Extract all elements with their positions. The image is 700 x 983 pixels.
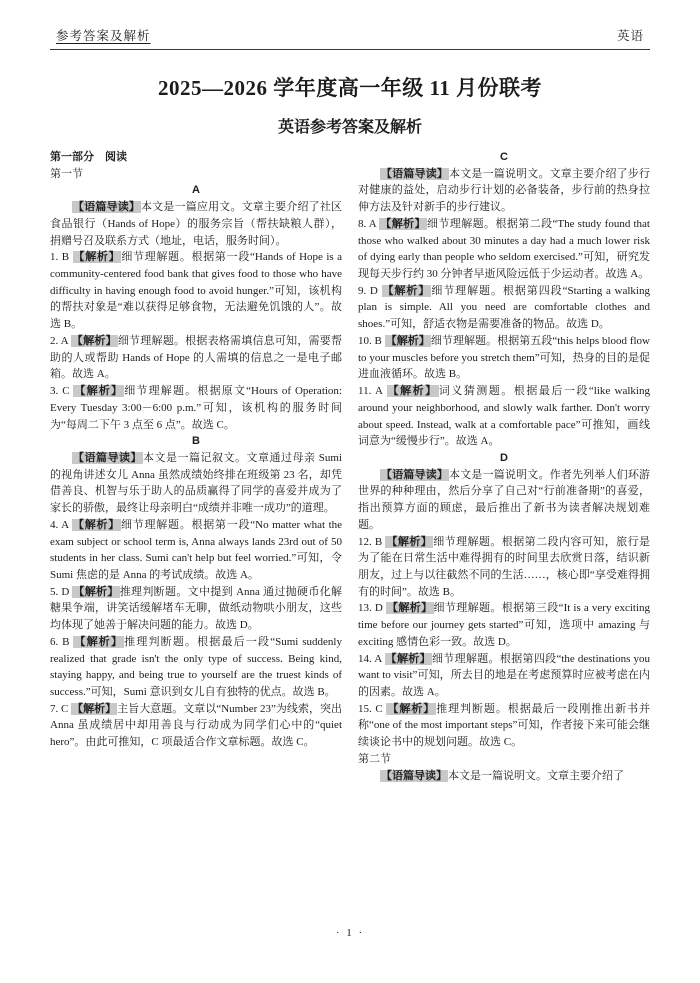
analysis-tag: 【解析】	[387, 702, 436, 715]
answers-columns	[50, 149, 650, 784]
passage-intro	[358, 768, 650, 785]
analysis-tag: 【解析】	[380, 217, 426, 230]
question-number-answer: 3. C	[50, 385, 74, 398]
question-number-answer: 14. A	[358, 652, 385, 665]
answer-item	[50, 249, 342, 333]
passage-guide-tag: 【语篇导读】	[381, 468, 449, 481]
block-text: D	[500, 451, 508, 464]
block-text: 细节理解题。根据第四段“the destinations you want to visit”可知，所去目的地是在考虑预算时应被考虑在内的因素。故选 A。	[358, 652, 651, 698]
answer-item	[50, 701, 342, 751]
answer-item	[358, 216, 650, 283]
question-number-answer: 6. B	[50, 635, 74, 648]
analysis-tag: 【解析】	[387, 385, 438, 398]
analysis-tag: 【解析】	[385, 334, 430, 347]
block-text: 本文是一篇说明文。文章主要介绍了	[448, 769, 624, 782]
block-text: 推理判断题。根据最后一段刚推出新书并称“one of the most important steps”可知，作者接下来可能会继续谈论书中的规划问题。故选 C。	[358, 702, 651, 749]
analysis-tag: 【解析】	[382, 284, 431, 297]
passage-letter	[358, 149, 650, 166]
section-heading	[50, 166, 342, 183]
question-number-answer: 15. C	[358, 702, 387, 715]
answer-item	[358, 701, 650, 751]
column-1	[50, 149, 342, 784]
answer-item	[50, 634, 342, 701]
block-text: C	[500, 151, 508, 163]
passage-guide-tag: 【语篇导读】	[381, 167, 449, 180]
question-number-answer: 4. A	[50, 518, 72, 531]
header-right-subject: 英语	[616, 29, 644, 43]
question-number-answer: 9. D	[358, 284, 382, 297]
passage-intro	[50, 199, 342, 249]
analysis-tag: 【解析】	[385, 652, 431, 665]
passage-guide-tag: 【语篇导读】	[381, 769, 447, 782]
analysis-tag: 【解析】	[386, 535, 433, 548]
block-text: 细节理解题。根据表格需填信息可知，需要帮助的人或帮助 Hands of Hope 的人需填的信息之一是电子邮箱。故选 A。	[50, 334, 343, 381]
answer-item	[358, 651, 650, 701]
passage-intro	[358, 467, 650, 534]
block-text: 本文是一篇说明文。文章主要介绍了步行对健康的益处，启动步行计划的必备装备，步行前的热身拉伸方法及针对新手的步行建议。	[358, 167, 651, 214]
analysis-tag: 【解析】	[74, 635, 124, 648]
analysis-tag: 【解析】	[72, 702, 117, 715]
block-text: 细节理解题。根据原文“Hours of Operation: Every Tuesday 3:00－6:00 p.m.”可知，该机构的服务时间为“每周二下午 3 点至 6 点”。故选 C。	[50, 385, 342, 431]
block-text: 细节理解题。根据第二段内容可知，旅行是为了能在日常生活中难得拥有的时间里去欣赏日落，结识新朋友，过上与以往截然不同的生活……，核心即“享受难得拥有的时间”。故选 B。	[358, 535, 651, 598]
column-2	[358, 149, 650, 784]
analysis-tag: 【解析】	[71, 334, 117, 347]
question-number-answer: 7. C	[50, 702, 72, 715]
passage-letter	[50, 182, 342, 199]
block-text: 第一部分 阅读	[50, 151, 127, 163]
passage-guide-tag: 【语篇导读】	[73, 201, 141, 214]
answer-item	[50, 333, 342, 383]
answer-item	[358, 534, 650, 601]
question-number-answer: 12. B	[358, 535, 386, 548]
block-text: 细节理解题。根据第四段“Starting a walking plan is simple. All you need are comfortable clothes and shoes.”可知，舒适衣物是需要准备的物品。故选 D。	[358, 284, 650, 331]
answer-item	[50, 584, 342, 634]
answers-subtitle: 英语参考答案及解析	[277, 119, 422, 136]
block-text: 推理判断题。根据最后一段“Sumi suddenly realized that grade isn't the only type of success. Being kind, staying happy, and being true to yourself are the truest kinds of success.”可知，Sumi 意识到女儿自有独特的优点。故选 B。	[50, 635, 342, 698]
block-text: 主旨大意题。文章以“Number 23”为线索，突出 Anna 虽成绩居中却用善良与行动成为同学们心中的“quiet hero”。由此可推知，C 项最适合作文章标题。故选 C。	[50, 702, 342, 749]
passage-letter	[358, 450, 650, 467]
question-number-answer: 5. D	[50, 585, 73, 598]
question-number-answer: 11. A	[358, 385, 387, 398]
passage-letter	[50, 433, 342, 450]
answer-item	[50, 517, 342, 584]
question-number-answer: 8. A	[358, 217, 380, 230]
part-heading	[50, 149, 342, 166]
header-left-title: 参考答案及解析	[56, 29, 151, 43]
section-heading	[358, 751, 650, 768]
question-number-answer: 2. A	[50, 334, 71, 347]
analysis-tag: 【解析】	[72, 518, 120, 531]
analysis-tag: 【解析】	[74, 385, 124, 398]
doc-header	[50, 26, 650, 50]
answer-item	[358, 383, 650, 450]
answer-item	[50, 383, 342, 433]
analysis-tag: 【解析】	[386, 602, 433, 615]
footer-page-number: · 1 ·	[335, 927, 365, 939]
passage-intro	[358, 166, 650, 216]
analysis-tag: 【解析】	[73, 251, 121, 264]
question-number-answer: 1. B	[50, 251, 73, 264]
answer-item	[358, 600, 650, 650]
block-text: 推理判断题。文中提到 Anna 通过抛硬币化解糖果争端，讲笑话缓解堵车无聊，做纸动物哄小朋友，这些均体现了她善于解决问题的能力。故选 D。	[50, 585, 342, 632]
question-number-answer: 13. D	[358, 602, 386, 615]
answer-item	[358, 333, 650, 383]
passage-guide-tag: 【语篇导读】	[73, 451, 143, 464]
block-text: 细节理解题。根据第三段“It is a very exciting time before our journey gets started”可知，选项中 amazing 与 exciting 感情色彩一致。故选 D。	[358, 602, 651, 648]
block-text: 细节理解题。根据第一段“Hands of Hope is a community-centered food bank that gives food to those who have difficulty in having enough food to avoid hunger.”可知，该机构的帮扶对象是“难以获得足够食物，无法避免饥饿的人”。故选 B。	[50, 251, 343, 331]
block-text: 第一节	[50, 167, 83, 180]
block-text: 第二节	[358, 752, 391, 765]
block-text: A	[192, 184, 200, 197]
exam-title: 2025—2026 学年度高一年级 11 月份联考	[157, 76, 543, 100]
analysis-tag: 【解析】	[73, 585, 119, 598]
block-text: 细节理解题。根据第二段“The study found that those who walked about 30 minutes a day had a much lower risk of dying early than people who seldom exercised.”可知，研究发现每天步行约 30 分钟者早逝风险远低于少运动者。故选 A。	[358, 217, 650, 281]
block-text: 细节理解题。根据第一段“No matter what the exam subject or school term is, Anna always lands 23rd out of 50 students in her class. Sumi can't help but feel worried.”可知，令 Sumi 焦虑的是 Anna 的考试成绩。故选 A。	[50, 518, 343, 581]
block-text: 词义猜测题。根据最后一段“like walking around your neighborhood, and slowly walk farther. Don't worry about speed. Instead, walk at a comfortable pace”可推知，画线词意为“缓慢步行”。故选 A。	[358, 385, 650, 448]
block-text: 细节理解题。根据第五段“this helps blood flow to your muscles before you stretch them”可知，热身的目的是促进血液循环。故选 B。	[358, 334, 650, 381]
block-text: 本文是一篇记叙文。文章通过母亲 Sumi 的视角讲述女儿 Anna 虽然成绩始终排在班级第 23 名，却凭借善良、机智与乐于助人的品质赢得了同学的喜爱并成为了家长的骄傲，最终让母亲明白“成绩并非唯一成功”的道理。	[50, 451, 343, 515]
block-text: B	[192, 435, 200, 448]
passage-intro	[50, 450, 342, 517]
block-text: 本文是一篇应用文。文章主要介绍了社区食品银行（Hands of Hope）的服务宗旨（帮扶缺粮人群），捐赠号召及联系方式（地址，电话，服务时间）。	[50, 201, 343, 247]
answer-item	[358, 283, 650, 333]
block-text: 本文是一篇说明文。作者先列举人们环游世界的种种理由，然后分享了自己对“行前准备期”的喜爱，指出预算方面的顾虑，最后推出了新书为读者解决规划难题。	[358, 468, 651, 531]
question-number-answer: 10. B	[358, 334, 385, 347]
